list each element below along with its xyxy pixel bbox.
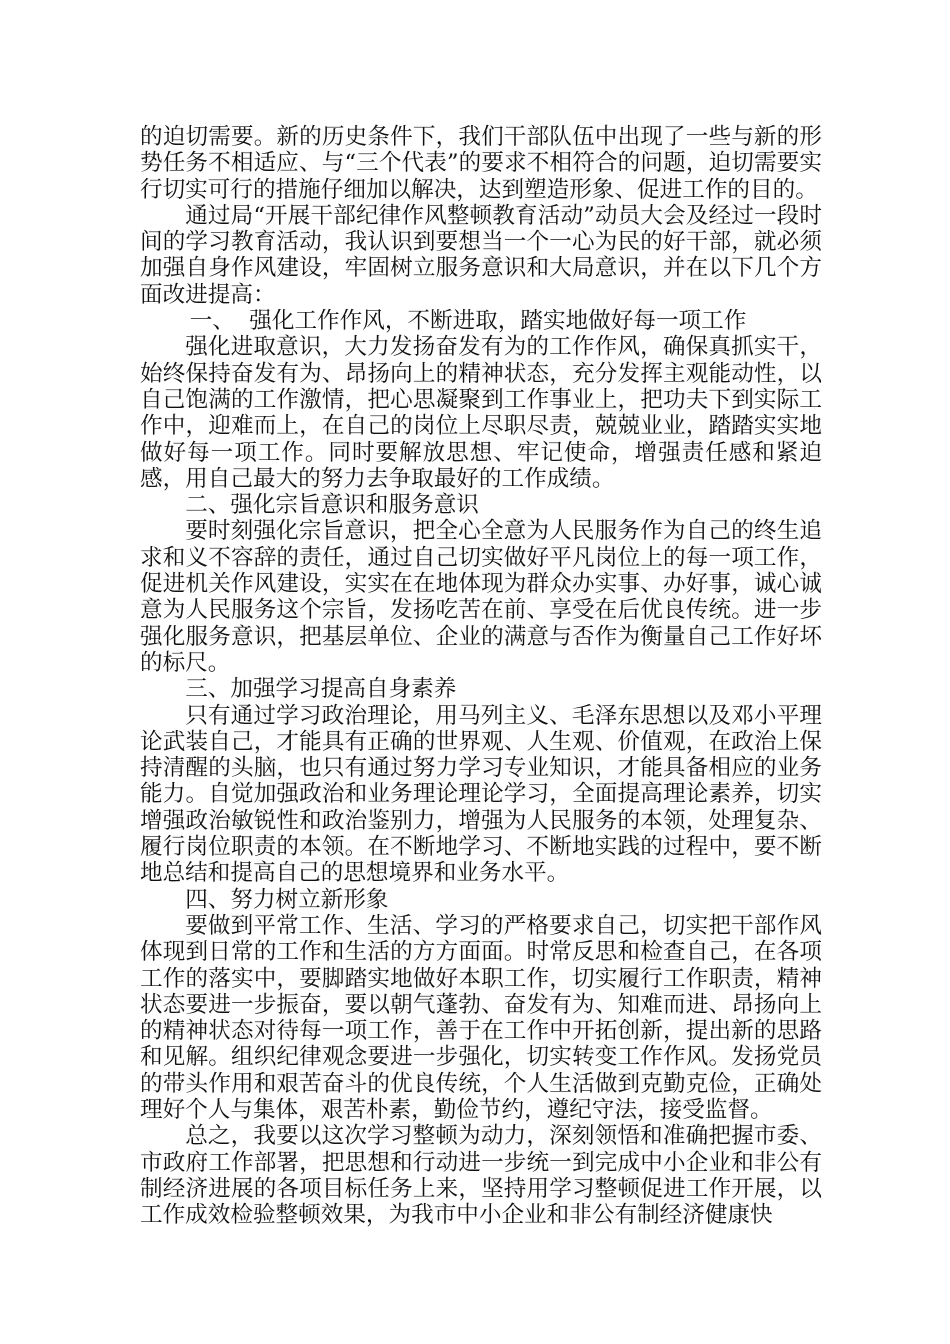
paragraph-section-2: 要时刻强化宗旨意识，把全心全意为人民服务作为自己的终生追求和义不容辞的责任，通过自己切实做好平凡岗位上的每一项工作，促进机关作风建设，实实在在地体现为群众办实事、办好事，诚心诚意为人民服务这个宗旨，发扬吃苦在前、享受在后优良传统。进一步强化服务意识，把基层单位、企业的满意与否作为衡量自己工作好坏的标尺。	[140, 518, 822, 676]
section-heading-1: 一、 强化工作作风，不断进取，踏实地做好每一项工作	[189, 308, 747, 335]
section-heading-2: 二、强化宗旨意识和服务意识	[185, 492, 479, 519]
paragraph-section-4: 要做到平常工作、生活、学习的严格要求自己，切实把干部作风体现到日常的工作和生活的方方面面。时常反思和检查自己，在各项工作的落实中，要脚踏实地做好本职工作，切实履行工作职责，精神状态要进一步振奋，要以朝气蓬勃、奋发有为、知难而进、昂扬向上的精神状态对待每一项工作，善于在工作中开拓创新，提出新的思路和见解。组织纪律观念要进一步强化，切实转变工作作风。发扬党员的带头作用和艰苦奋斗的优良传统，个人生活做到克勤克俭，正确处理好个人与集体，艰苦朴素，勤俭节约，遵纪守法，接受监督。	[140, 912, 822, 1123]
paragraph-intro: 通过局“开展干部纪律作风整顿教育活动”动员大会及经过一段时间的学习教育活动，我认识到要想当一个一心为民的好干部，就必须加强自身作风建设，牢固树立服务意识和大局意识，并在以下几个方面改进提高：	[140, 202, 822, 308]
section-heading-3: 三、加强学习提高自身素养	[185, 676, 457, 703]
paragraph-section-3: 只有通过学习政治理论，用马列主义、毛泽东思想以及邓小平理论武装自己，才能具有正确的世界观、人生观、价值观，在政治上保持清醒的头脑，也只有通过努力学习专业知识，才能具备相应的业务能力。自觉加强政治和业务理论理论学习，全面提高理论素养，切实增强政治敏锐性和政治鉴别力，增强为人民服务的本领，处理复杂、履行岗位职责的本领。在不断地学习、不断地实践的过程中，要不断地总结和提高自己的思想境界和业务水平。	[140, 702, 822, 887]
document-body	[140, 124, 822, 1228]
paragraph-conclusion: 总之，我要以这次学习整顿为动力，深刻领悟和准确把握市委、市政府工作部署，把思想和行动进一步统一到完成中小企业和非公有制经济进展的各项目标任务上来，坚持用学习整顿促进工作开展，以工作成效检验整顿效果，为我市中小企业和非公有制经济健康快	[140, 1123, 822, 1229]
paragraph-continuation: 的迫切需要。新的历史条件下，我们干部队伍中出现了一些与新的形势任务不相适应、与“三个代表”的要求不相符合的问题，迫切需要实行切实可行的措施仔细加以解决，达到塑造形象、促进工作的目的。	[140, 124, 822, 203]
section-heading-4: 四、努力树立新形象	[185, 886, 389, 913]
paragraph-section-1: 强化进取意识，大力发扬奋发有为的工作作风，确保真抓实干，始终保持奋发有为、昂扬向上的精神状态，充分发挥主观能动性，以自己饱满的工作激情，把心思凝聚到工作事业上，把功夫下到实际工作中，迎难而上，在自己的岗位上尽职尽责，兢兢业业，踏踏实实地做好每一项工作。同时要解放思想、牢记使命，增强责任感和紧迫感，用自己最大的努力去争取最好的工作成绩。	[140, 334, 822, 492]
